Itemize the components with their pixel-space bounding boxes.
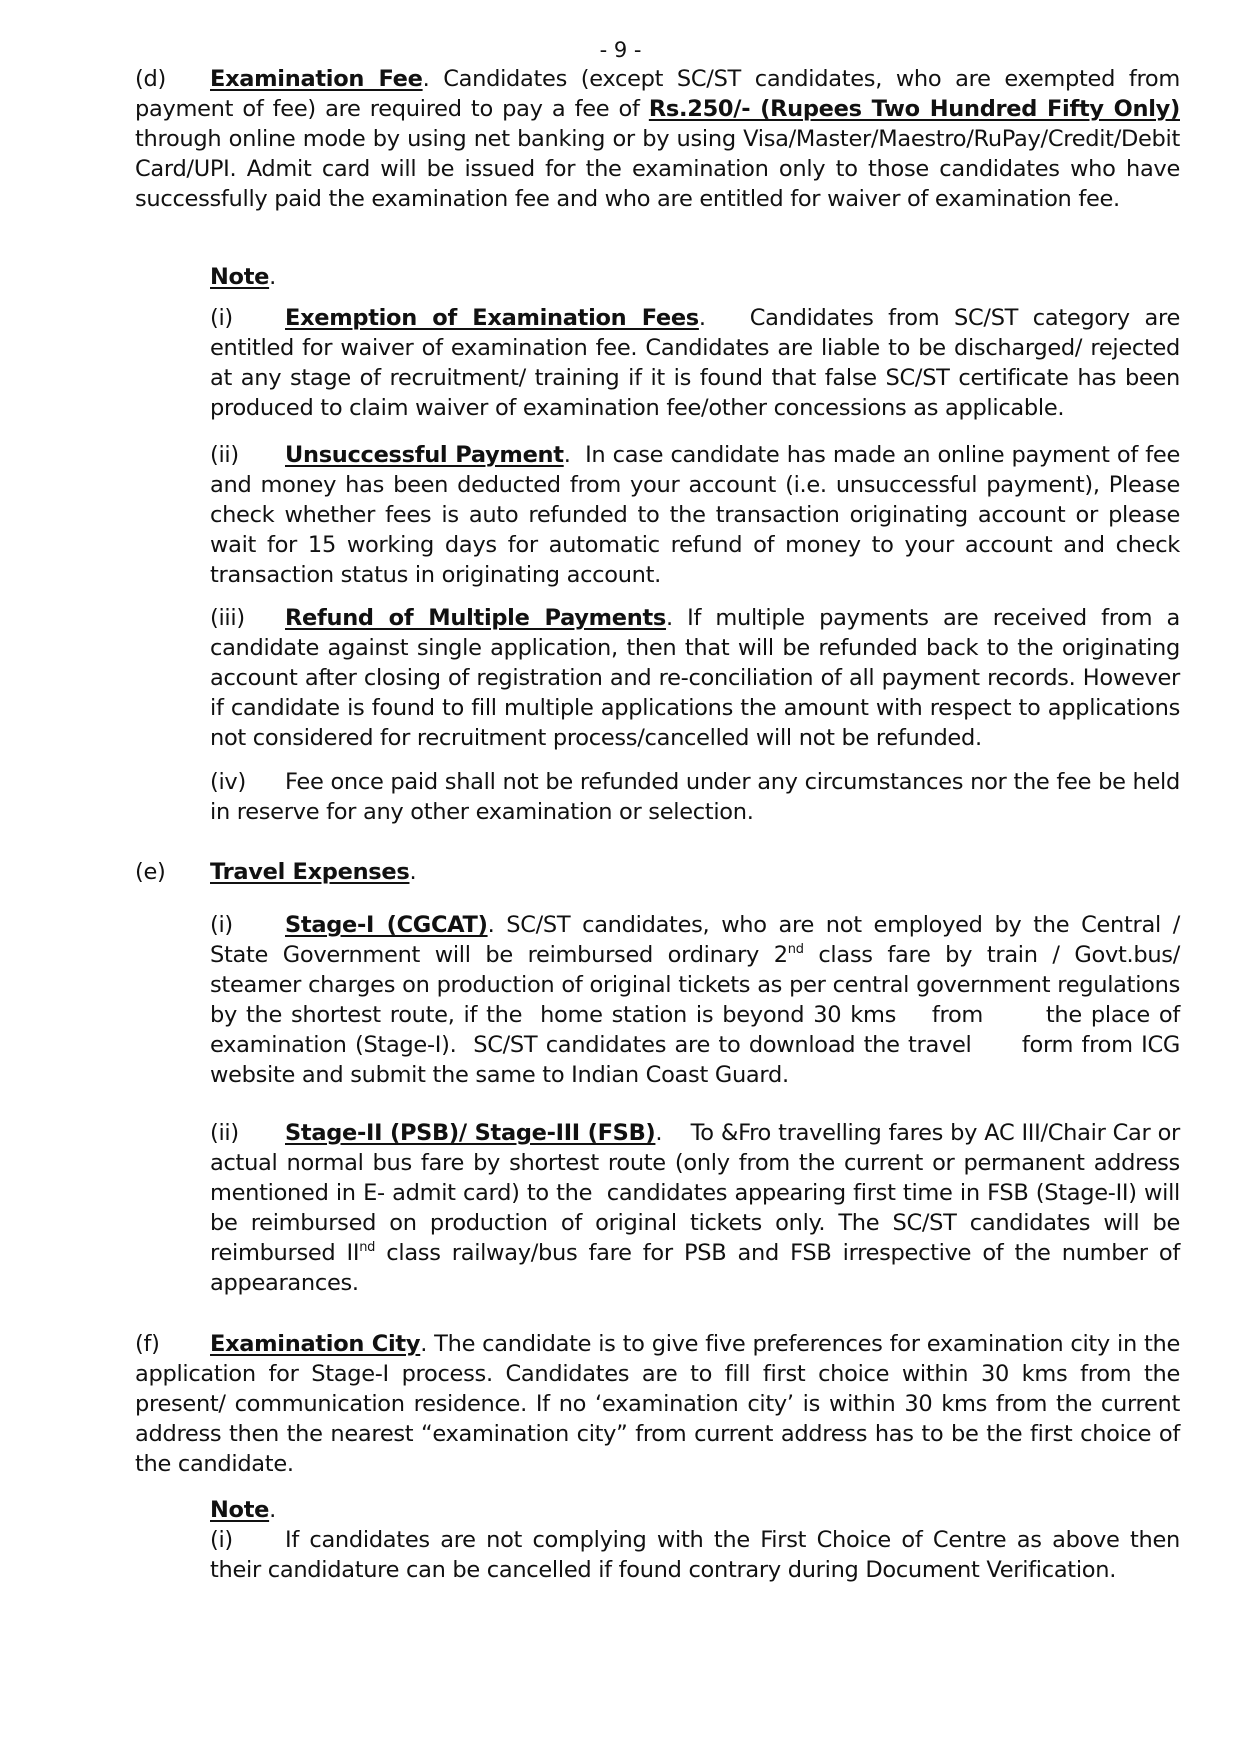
section-f-heading: Examination City: [210, 1331, 421, 1357]
travel-item-text-2: class railway/bus fare for PSB and FSB irrespective of the number of appearances.: [210, 1240, 1187, 1296]
note-item-unsuccessful-payment: [210, 440, 1187, 590]
note-item-label: (ii): [210, 442, 239, 468]
note-item-heading: Exemption of Examination Fees: [285, 305, 699, 331]
note-item-label: (iv): [210, 769, 246, 795]
section-f-paragraph: [135, 1329, 1180, 1479]
section-e-label: (e): [135, 859, 166, 885]
note-item-exemption: [210, 303, 1187, 423]
travel-item-stage-2-3: [210, 1118, 1187, 1298]
section-d-paragraph: [135, 64, 1180, 214]
note-item-label: (i): [210, 1527, 233, 1553]
note-item-text: . If multiple payments are received from a candidate against single application, then that will be refunded back to the originating account after closing of registration and re-conciliation of all payment records. However if candidate is found to fill multiple applications the amount with respect to applications not considered for recruitment process/cancelled will not be refunded.: [210, 605, 1187, 751]
section-d-heading: Examination Fee: [210, 66, 423, 92]
travel-item-text-1: . SC/ST candidates, who are not employed by the Central / State Government will be reimbursed ordinary 2: [210, 912, 1187, 968]
travel-item-heading: Stage-II (PSB)/ Stage-III (FSB): [285, 1120, 656, 1146]
section-e-heading: Travel Expenses: [210, 859, 410, 885]
note-item-first-choice: [210, 1525, 1180, 1585]
note-item-text: . In case candidate has made an online payment of fee and money has been deducted from your account (i.e. unsuccessful payment), Please check whether fees is auto refunded to the transaction originating account or please wait for 15 working days for automatic refund of money to your account and check transaction status in originating account.: [210, 442, 1187, 588]
travel-item-text-2: class fare by train / Govt.bus/ steamer charges on production of original tickets as per central government regulations by the shortest route, if the home station is beyond 30 kms from the place of examination (Stage-I). SC/ST candidates are to download the travel form from ICG website and submit the same to Indian Coast Guard.: [210, 942, 1187, 1088]
travel-item-label: (ii): [210, 1120, 239, 1146]
section-f-label: (f): [135, 1331, 160, 1357]
section-d-text-1: . Candidates (except SC/ST candidates, who are exempted from payment of fee) are required to pay a fee of: [135, 66, 1180, 122]
superscript: nd: [359, 1240, 376, 1255]
page-number: - 9 -: [599, 38, 642, 62]
travel-item-heading: Stage-I (CGCAT): [285, 912, 488, 938]
fee-amount: Rs.250/- (Rupees Two Hundred Fifty Only): [648, 96, 1180, 122]
section-f-note-heading: Note: [210, 1497, 270, 1523]
note-item-text: If candidates are not complying with the First Choice of Centre as above then their candidature can be cancelled if found contrary during Document Verification.: [210, 1527, 1180, 1583]
note-item-label: (i): [210, 305, 233, 331]
section-d-note-heading: Note: [210, 264, 270, 290]
note-item-text: Fee once paid shall not be refunded under any circumstances nor the fee be held in reserve for any other examination or selection.: [210, 769, 1180, 825]
section-d-text-2: through online mode by using net banking or by using Visa/Master/Maestro/RuPay/Credit/Debit Card/UPI. Admit card will be issued for the examination only to those candidates who have successfully paid the examination fee and who are entitled for waiver of examination fee.: [135, 126, 1180, 212]
travel-item-label: (i): [210, 912, 233, 938]
note-item-heading: Refund of Multiple Payments: [285, 605, 667, 631]
note-item-text: . Candidates from SC/ST category are entitled for waiver of examination fee. Candidates are liable to be discharged/ rejected at any stage of recruitment/ training if it is found that false SC/ST certificate has been produced to claim waiver of examination fee/other concessions as applicable.: [210, 305, 1187, 421]
period: .: [409, 859, 417, 885]
period: .: [269, 264, 276, 290]
note-item-label: (iii): [210, 605, 245, 631]
note-item-heading: Unsuccessful Payment: [285, 442, 564, 468]
period: .: [269, 1497, 276, 1523]
section-d-note-heading-line: [210, 262, 1180, 292]
section-d-label: (d): [135, 66, 166, 92]
section-e-heading-line: [135, 857, 1180, 887]
section-f-note-heading-line: [210, 1495, 1180, 1525]
travel-item-text-1: . To &Fro travelling fares by AC III/Chair Car or actual normal bus fare by shortest route (only from the current or permanent address mentioned in E- admit card) to the candidates appearing first time in FSB (Stage-II) will be reimbursed on production of original tickets only. The SC/ST candidates will be reimbursed II: [210, 1120, 1187, 1266]
section-f-text: . The candidate is to give five preferences for examination city in the application for Stage-I process. Candidates are to fill first choice within 30 kms from the present/ communication residence. If no ‘examination city’ is within 30 kms from the current address then the nearest “examination city” from current address has to be the first choice of the candidate.: [135, 1331, 1180, 1477]
travel-item-stage-1: [210, 910, 1187, 1090]
note-item-no-refund: [210, 767, 1180, 827]
note-item-refund-multiple: [210, 603, 1187, 753]
superscript: nd: [787, 942, 804, 957]
